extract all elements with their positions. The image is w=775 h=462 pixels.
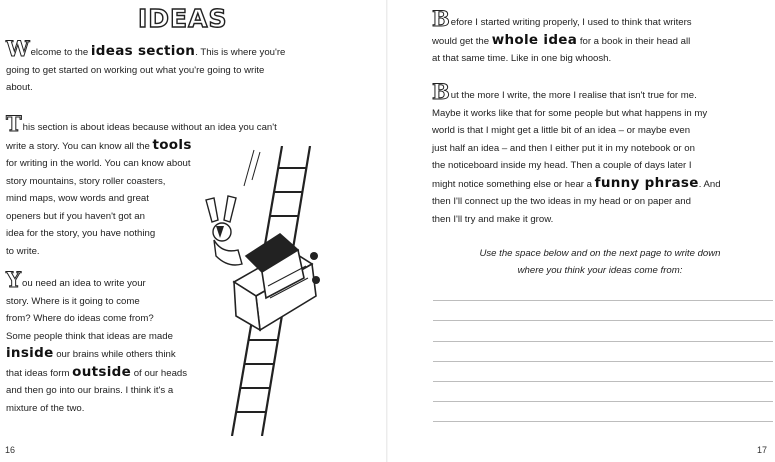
text-line — [6, 111, 277, 137]
text-line — [6, 400, 187, 418]
text-line — [432, 50, 692, 68]
text-line — [432, 6, 692, 32]
emphasis-text: whole idea — [491, 31, 578, 48]
text-line — [432, 175, 721, 194]
instruction-line-2: where you think your ideas come from: — [517, 265, 683, 276]
line-text: just half an idea – and then I either put it in my notebook or on — [432, 142, 695, 154]
text-line — [6, 310, 187, 328]
line-text: of our heads — [131, 367, 188, 379]
writing-line[interactable] — [433, 320, 773, 321]
line-text: that ideas form — [6, 367, 73, 379]
text-line — [432, 122, 721, 140]
writing-line[interactable] — [433, 401, 773, 402]
writing-line[interactable] — [433, 381, 773, 382]
line-text: about. — [6, 82, 33, 93]
text-line — [6, 62, 285, 80]
instruction-line-1: Use the space below and on the next page to write down — [479, 248, 721, 259]
drop-cap: B — [432, 6, 450, 31]
drop-cap: W — [6, 36, 30, 61]
line-text: ou need an idea to write your — [22, 278, 146, 289]
text-line — [6, 79, 285, 97]
page-number-right: 17 — [757, 445, 768, 455]
text-line — [432, 79, 721, 105]
text-line — [6, 364, 187, 383]
line-text: for a book in their head all — [577, 35, 691, 47]
text-line — [6, 328, 187, 346]
emphasis-text: funny phrase — [594, 174, 699, 191]
right-page — [388, 0, 775, 462]
where-ideas-paragraph — [6, 267, 188, 417]
but-paragraph — [432, 79, 721, 228]
before-paragraph — [432, 6, 692, 68]
writing-line[interactable] — [433, 361, 773, 362]
line-text: world is that I might get a little bit of an idea – or maybe even — [432, 125, 691, 136]
intro-paragraph — [6, 36, 286, 97]
line-text: and then go into our brains. I think it's a — [6, 385, 174, 396]
line-text: then I'll connect up the two ideas in my head or on paper and — [432, 196, 691, 207]
line-text: going to get started on working out what you're going to write — [6, 64, 265, 76]
text-line — [6, 382, 187, 400]
text-line — [6, 293, 187, 311]
line-text: efore I started writing properly, I used to think that writers — [450, 17, 692, 28]
text-line — [432, 32, 692, 51]
line-text: mind maps, wow words and great — [6, 193, 149, 204]
line-text: ut the more I write, the more I realise that isn't true for me. — [450, 90, 697, 101]
line-text: idea for the story, you have nothing — [6, 228, 156, 239]
writing-line[interactable] — [433, 300, 773, 301]
ladder-illustration — [198, 146, 348, 436]
text-line — [6, 36, 286, 62]
line-text: elcome to the — [30, 47, 91, 58]
line-text: . This is where you're — [195, 47, 286, 58]
line-text: our brains while others think — [53, 349, 176, 360]
line-text: might notice something else or hear a — [432, 178, 595, 190]
text-line — [432, 157, 721, 175]
line-text: Some people think that ideas are made — [6, 330, 173, 342]
text-line — [432, 193, 721, 211]
line-text: his section is about ideas because without an idea you can't — [22, 122, 277, 133]
line-text: write a story. You can know all the — [6, 140, 153, 152]
writing-line[interactable] — [433, 341, 773, 342]
text-line — [432, 140, 721, 158]
line-text: at that same time. Like in one big whoosh. — [432, 53, 612, 64]
text-line — [6, 267, 187, 293]
line-text: then I'll try and make it grow. — [432, 213, 554, 225]
emphasis-text: inside — [6, 345, 54, 361]
writing-line[interactable] — [433, 421, 773, 422]
line-text: the noticeboard inside my head. Then a couple of days later I — [432, 160, 692, 171]
line-text: mixture of the two. — [6, 402, 85, 414]
line-text: openers but if you haven't got an — [6, 210, 145, 222]
line-text: to write. — [6, 245, 40, 257]
emphasis-text: outside — [72, 363, 132, 380]
emphasis-text: ideas section — [90, 43, 196, 59]
drop-cap: T — [6, 111, 22, 136]
drop-cap: B — [432, 79, 450, 104]
line-text: story mountains, story roller coasters, — [6, 175, 166, 187]
line-text: . And — [698, 178, 721, 190]
page-title: IDEAS — [138, 4, 228, 33]
drop-cap: Y — [6, 267, 21, 292]
text-line — [432, 211, 721, 229]
line-text: Maybe it works like that for some people but what happens in my — [432, 107, 708, 119]
text-line — [432, 105, 721, 123]
line-text: from? Where do ideas come from? — [6, 313, 154, 324]
emphasis-text: tools — [152, 136, 192, 153]
line-text: would get the — [432, 35, 492, 47]
page-number-left: 16 — [5, 445, 16, 455]
text-line — [6, 345, 187, 364]
line-text: story. Where is it going to come — [6, 295, 140, 307]
line-text: for writing in the world. You can know about — [6, 158, 191, 169]
